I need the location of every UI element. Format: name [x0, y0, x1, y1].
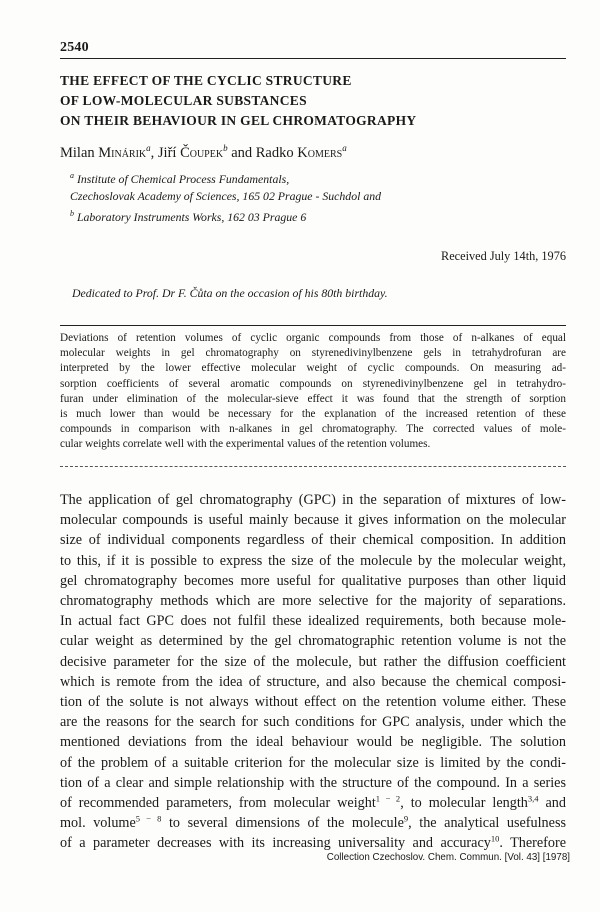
body-line-with-refs: of recommended parameters, from molecular weight$^{1 - 2}$, to molecular length$^{3,4}$ and	[60, 793, 566, 812]
title-line-3: ON THEIR BEHAVIOUR IN GEL CHROMATOGRAPHY	[60, 113, 417, 128]
author-2-family: Čoupek	[180, 144, 224, 161]
author-1-family: Minárik	[98, 144, 147, 161]
affiliation-a-line-1: $^a$ Institute of Chemical Process Fundamentals,	[70, 171, 290, 186]
author-2-given: Jiří	[157, 144, 181, 161]
affiliation-a-line-2: Czechoslovak Academy of Sciences, 165 02 Prague - Suchdol and	[70, 188, 382, 203]
abstract-line: is much lower than would be necessary for the explanation of the increased retention of these	[60, 408, 566, 421]
ref-mark: 10	[490, 833, 500, 844]
body-line: of the problem of a suitable criterion for the molecular size is limited by the condi-	[60, 754, 566, 771]
body-line: to this, if it is possible to express the size of the molecule by the molecular weight,	[60, 552, 566, 569]
affiliation-b-mark: b	[70, 208, 74, 218]
body-line-with-refs: mol. volume$^{5 - 8}$ to several dimensions of the molecule$^9$, the analytical usefulness	[60, 813, 566, 832]
body-line: size of individual components regardless of their chemical composition. In addition	[60, 532, 566, 549]
body-line: The application of gel chromatography (GPC) in the separation of mixtures of low-	[60, 492, 566, 508]
author-separator-1: ,	[150, 144, 158, 161]
abstract-line: sorption coefficients of several aromatic compounds on styrenedivinylbenzene gel in tetrahydro-	[60, 377, 566, 390]
body-line: decisive parameter for the size of the molecule, but rather the diffusion coefficient	[60, 653, 566, 670]
page-number: 2540	[60, 40, 89, 55]
body-line: gel chromatography becomes more useful for qualitative purposes than other liquid	[60, 572, 566, 589]
title-line-1: THE EFFECT OF THE CYCLIC STRUCTURE	[60, 73, 352, 88]
author-3-affil-mark: a	[342, 143, 347, 153]
body-line: molecular compounds is useful mainly because it gives information on the molecular	[60, 512, 566, 529]
journal-footer: Collection Czechoslov. Chem. Commun. [Vol. 43] [1978]	[326, 852, 570, 863]
author-3-given: Radko	[255, 144, 298, 161]
abstract-line: compounds in comparison with n-alkanes in gel chromatography. The corrected values of mole-	[60, 423, 566, 436]
body-line: tion of the solute is not always without effect on the retention volume either. These	[60, 694, 566, 711]
abstract	[60, 331, 566, 453]
abstract-bottom-rule	[60, 466, 566, 467]
ref-mark: 5 − 8	[135, 813, 162, 824]
author-3-family: Komers	[297, 144, 343, 161]
title-line-2: OF LOW-MOLECULAR SUBSTANCES	[60, 93, 307, 108]
affiliation-a-mark: a	[70, 171, 74, 180]
ref-mark: 1 − 2	[375, 793, 401, 804]
abstract-top-rule	[60, 325, 566, 326]
author-list	[60, 143, 560, 162]
ref-mark: 3,4	[527, 793, 539, 804]
header-rule	[60, 58, 566, 59]
abstract-line: interpreted by the lower effective molecular weight of cyclic compounds. On measuring ad-	[60, 362, 566, 375]
abstract-line: furan under elimination of the molecular-sieve effect it was found that the strength of sorption	[60, 392, 566, 405]
body-line: mentioned deviations from the ideal behaviour would be negligible. The solution	[60, 734, 566, 751]
abstract-line: Deviations of retention volumes of cyclic organic compounds from those of n-alkanes of equal	[60, 332, 566, 344]
body-line: chromatography methods which are more selective for the majority of separations.	[60, 593, 566, 610]
author-separator-2: and	[227, 144, 256, 161]
affiliation-b-line: $^b$ Laboratory Instruments Works, 162 03 Prague 6	[70, 208, 307, 224]
received-date: Received July 14th, 1976	[441, 249, 566, 263]
author-2-affil-mark: b	[223, 143, 228, 153]
ref-mark: 9	[403, 813, 409, 824]
body-line: In actual fact GPC does not fulfil these idealized requirements, both because mole-	[60, 613, 566, 630]
author-1-given: Milan	[60, 144, 99, 161]
body-line: tion of a clear and simple relationship with the structure of the compound. In a series	[60, 774, 566, 791]
author-1-affil-mark: a	[146, 143, 151, 153]
body-line: are the reasons for the search for such conditions for GPC analysis, under which the	[60, 714, 566, 731]
abstract-line: molecular weights in gel chromatography on styrenedivinylbenzene gels in tetrahydrofuran are	[60, 347, 566, 360]
article-title	[60, 71, 560, 131]
body-line: which is remote from the idea of structure, and also because the chemical composi-	[60, 673, 566, 690]
dedication: Dedicated to Prof. Dr F. Čůta on the occasion of his 80th birthday.	[72, 286, 388, 300]
body-line-with-refs: of a parameter decreases with its increasing universality and accuracy$^{10}$. Therefore	[60, 833, 566, 852]
affiliations	[70, 167, 550, 226]
abstract-line: cular weights correlate well with the experimental values of the retention volumes.	[60, 438, 431, 451]
body-line: cular weight as determined by the gel chromatographic retention volume is not the	[60, 633, 566, 650]
body-paragraph	[60, 490, 566, 854]
